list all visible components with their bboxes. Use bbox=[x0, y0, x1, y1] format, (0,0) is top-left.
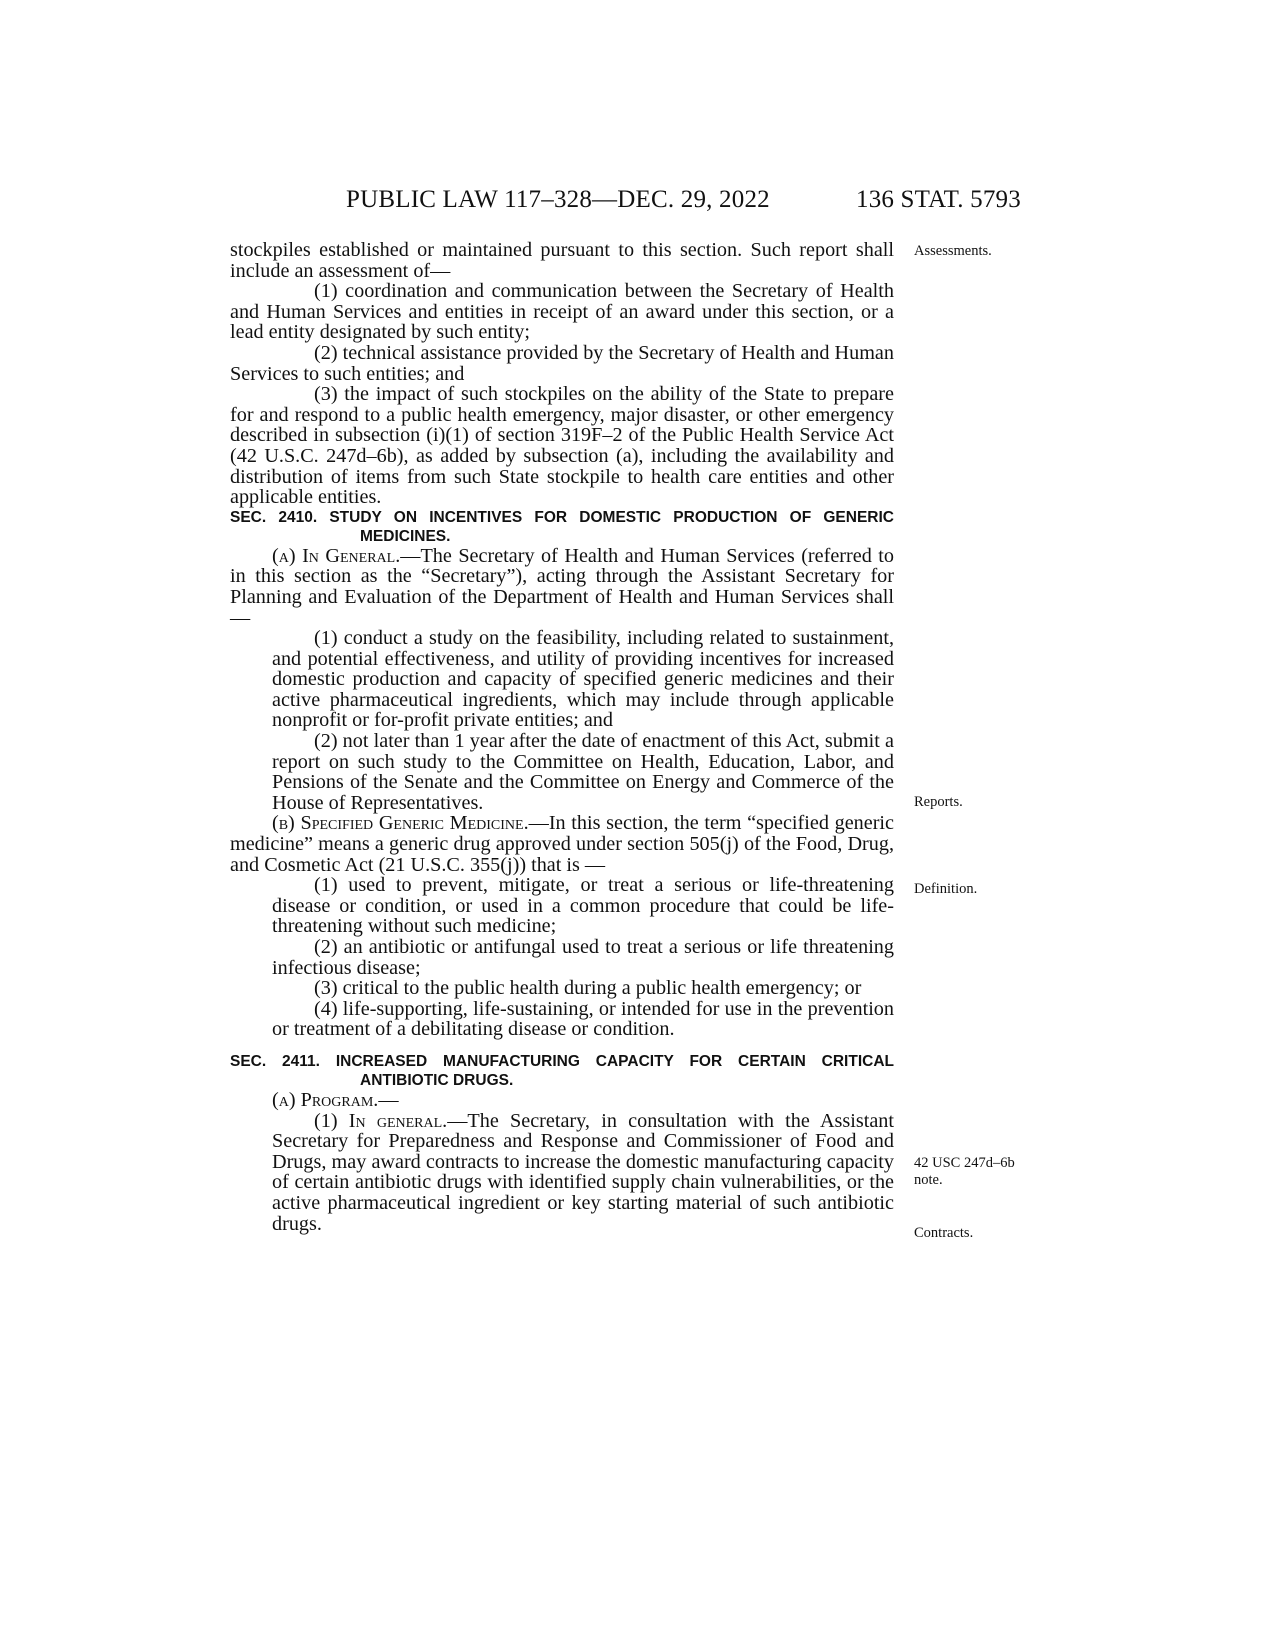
margin-note-contracts: Contracts. bbox=[914, 1225, 974, 1241]
in-general-text: —The Secretary, in consultation with the Assistant Secretary for Preparedness and Response and Commissioner of Food and Drugs, may award contracts to increase the domestic manufacturing capacity of certain antibiotic drugs with identified supply chain vulnerabilities, or the active pharmaceutical ingredient or key starting material of such antibiotic drugs. bbox=[272, 1109, 894, 1235]
subsection-b-text: —In this section, the term “specified generic medicine” means a generic drug approved under section 505(j) of the Food, Drug, and Cosmetic Act (21 U.S.C. 355(j)) that is — bbox=[230, 812, 894, 876]
section-2410-a bbox=[230, 546, 894, 628]
margin-note-definition: Definition. bbox=[914, 881, 978, 897]
assessment-item-3: (3) the impact of such stockpiles on the ability of the State to prepare for and respond to a public health emergency, major disaster, or other emergency described in subsection (i)(1) of section 319F–2 of the Public Health Service Act (42 U.S.C. 247d–6b), as added by subsection (a), including the availability and distribution of items from such State stockpile to health care entities and other applicable entities. bbox=[230, 383, 894, 509]
running-header bbox=[0, 186, 1275, 222]
page-number: 136 STAT. 5793 bbox=[856, 186, 1021, 213]
main-text-column bbox=[230, 240, 894, 1234]
law-title: PUBLIC LAW 117–328—DEC. 29, 2022 bbox=[346, 186, 770, 213]
section-2410-a2: (2) not later than 1 year after the date of enactment of this Act, submit a report on such study to the Committee on Health, Education, Labor, and Pensions of the Senate and the Committee on Energy and Commerce of the House of Representatives. bbox=[272, 730, 894, 814]
margin-note-usc bbox=[914, 1155, 1015, 1189]
usc-note: note. bbox=[914, 1172, 943, 1188]
section-2410-b2: (2) an antibiotic or antifungal used to treat a serious or life threatening infectious disease; bbox=[272, 936, 894, 979]
section-2411-a bbox=[230, 1090, 894, 1111]
margin-note-assessments: Assessments. bbox=[914, 243, 992, 259]
section-2410-heading: SEC. 2410. STUDY ON INCENTIVES FOR DOMESTIC PRODUCTION OF GENERIC MEDICINES. bbox=[230, 508, 894, 545]
section-2410-a1: (1) conduct a study on the feasibility, including related to sustainment, and potential effectiveness, and utility of providing incentives for increased domestic production and capacity of specified generic medicines and their active pharmaceutical ingredients, which may include through applicable nonprofit or for-profit private entities; and bbox=[272, 627, 894, 732]
in-general-label: (1) In general. bbox=[314, 1109, 448, 1132]
subsection-b-label: (b) Specified Generic Medicine. bbox=[272, 812, 529, 835]
subsection-a-text: —The Secretary of Health and Human Services (referred to in this section as the “Secretary”), acting through the Assistant Secretary for Planning and Evaluation of the Department of Health and Human Services shall— bbox=[230, 544, 894, 629]
assessment-item-1: (1) coordination and communication between the Secretary of Health and Human Services and entities in receipt of an award under this section, or a lead entity designated by such entity; bbox=[230, 280, 894, 344]
section-2410-b1: (1) used to prevent, mitigate, or treat a serious or life-threatening disease or condition, or used in a common procedure that could be life-threatening without such medicine; bbox=[272, 874, 894, 938]
program-label: (a) Program. bbox=[272, 1088, 379, 1111]
section-2410-b bbox=[230, 813, 894, 875]
margin-note-reports: Reports. bbox=[914, 794, 963, 810]
program-dash: — bbox=[378, 1088, 399, 1111]
section-2410-b3: (3) critical to the public health during a public health emergency; or bbox=[314, 977, 862, 1000]
section-2411-heading: SEC. 2411. INCREASED MANUFACTURING CAPACITY FOR CERTAIN CRITICAL ANTIBIOTIC DRUGS. bbox=[230, 1052, 894, 1089]
subsection-a-label: (a) In General. bbox=[272, 544, 401, 567]
section-2411-a1 bbox=[230, 1111, 894, 1235]
assessment-item-2: (2) technical assistance provided by the Secretary of Health and Human Services to such entities; and bbox=[230, 341, 894, 385]
section-2410-b4: (4) life-supporting, life-sustaining, or intended for use in the prevention or treatment of a debilitating disease or condition. bbox=[272, 997, 894, 1041]
usc-citation: 42 USC 247d–6b bbox=[914, 1155, 1015, 1171]
intro-paragraph: stockpiles established or maintained pursuant to this section. Such report shall include an assessment of— bbox=[230, 239, 894, 282]
